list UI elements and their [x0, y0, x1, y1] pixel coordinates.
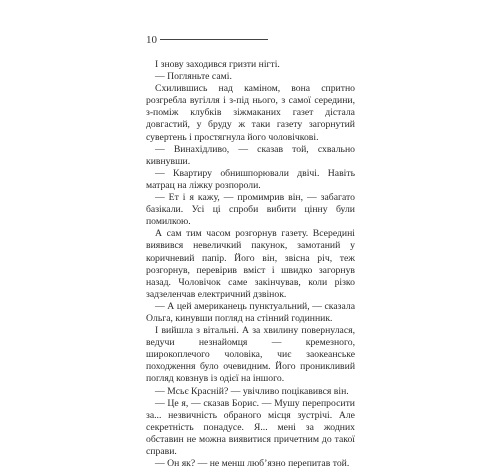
- page-header: [146, 33, 268, 47]
- paragraph: А сам тим часом розгорнув газету. Всередині виявився невеличкий пакунок, замотаний у коричневий папір. Його він, звісна річ, теж розгорнув, перевірив вміст і швидко загорнув назад. Чоловічок саме закінчував, коли різко задзеленчав електричний дзвінок.: [146, 228, 355, 300]
- paragraph: — Винахідливо, — сказав той, схвально кивнувши.: [146, 143, 355, 167]
- paragraph: — Квартиру обнишпорювали двічі. Навіть матрац на ліжку розпороли.: [146, 167, 355, 191]
- paragraph: І вийшла з вітальні. А за хвилину повернулася, ведучи незнайомця — кремезного, широкоплечого чоловіка, чиє заокеанське походження було очевидним. Його проникливий погляд ковзнув із одієї на іншого.: [146, 325, 355, 385]
- page-number: 10: [146, 34, 157, 46]
- paragraph: — Це я, — сказав Борис. — Мушу перепросити за... незвичність обраного місця зустрічі. Але секретність понадусе. Я... мені за жодних обставин не можна виявитися причетним до такої справи.: [146, 397, 355, 457]
- paragraph: Схилившись над каміном, вона спритно розгребла вугілля і з-під нього, з самої середини, з-поміж клубків зіжмаканих газет дістала довгастий, у бруду ж таки газету загорнутий сувертень і простягнула його чоловічкові.: [146, 83, 355, 143]
- paragraph: — А цей американець пунктуальний, — сказала Ольга, кинувши погляд на стінний годинник.: [146, 300, 355, 324]
- header-rule: [160, 39, 268, 40]
- paragraph: — Ет і я кажу, — промимрив він, — забагато базікали. Усі ці спроби вибити цінну були помилкою.: [146, 192, 355, 228]
- paragraph: — Погляньте самі.: [155, 71, 232, 83]
- paragraph: — Он як? — не менш люб’язно перепитав той.: [155, 458, 350, 470]
- body-text: [146, 59, 355, 470]
- paragraph: — Мсьє Красній? — увічливо поцікавився він.: [155, 385, 349, 397]
- paragraph: І знову заходився гризти нігті.: [155, 59, 280, 70]
